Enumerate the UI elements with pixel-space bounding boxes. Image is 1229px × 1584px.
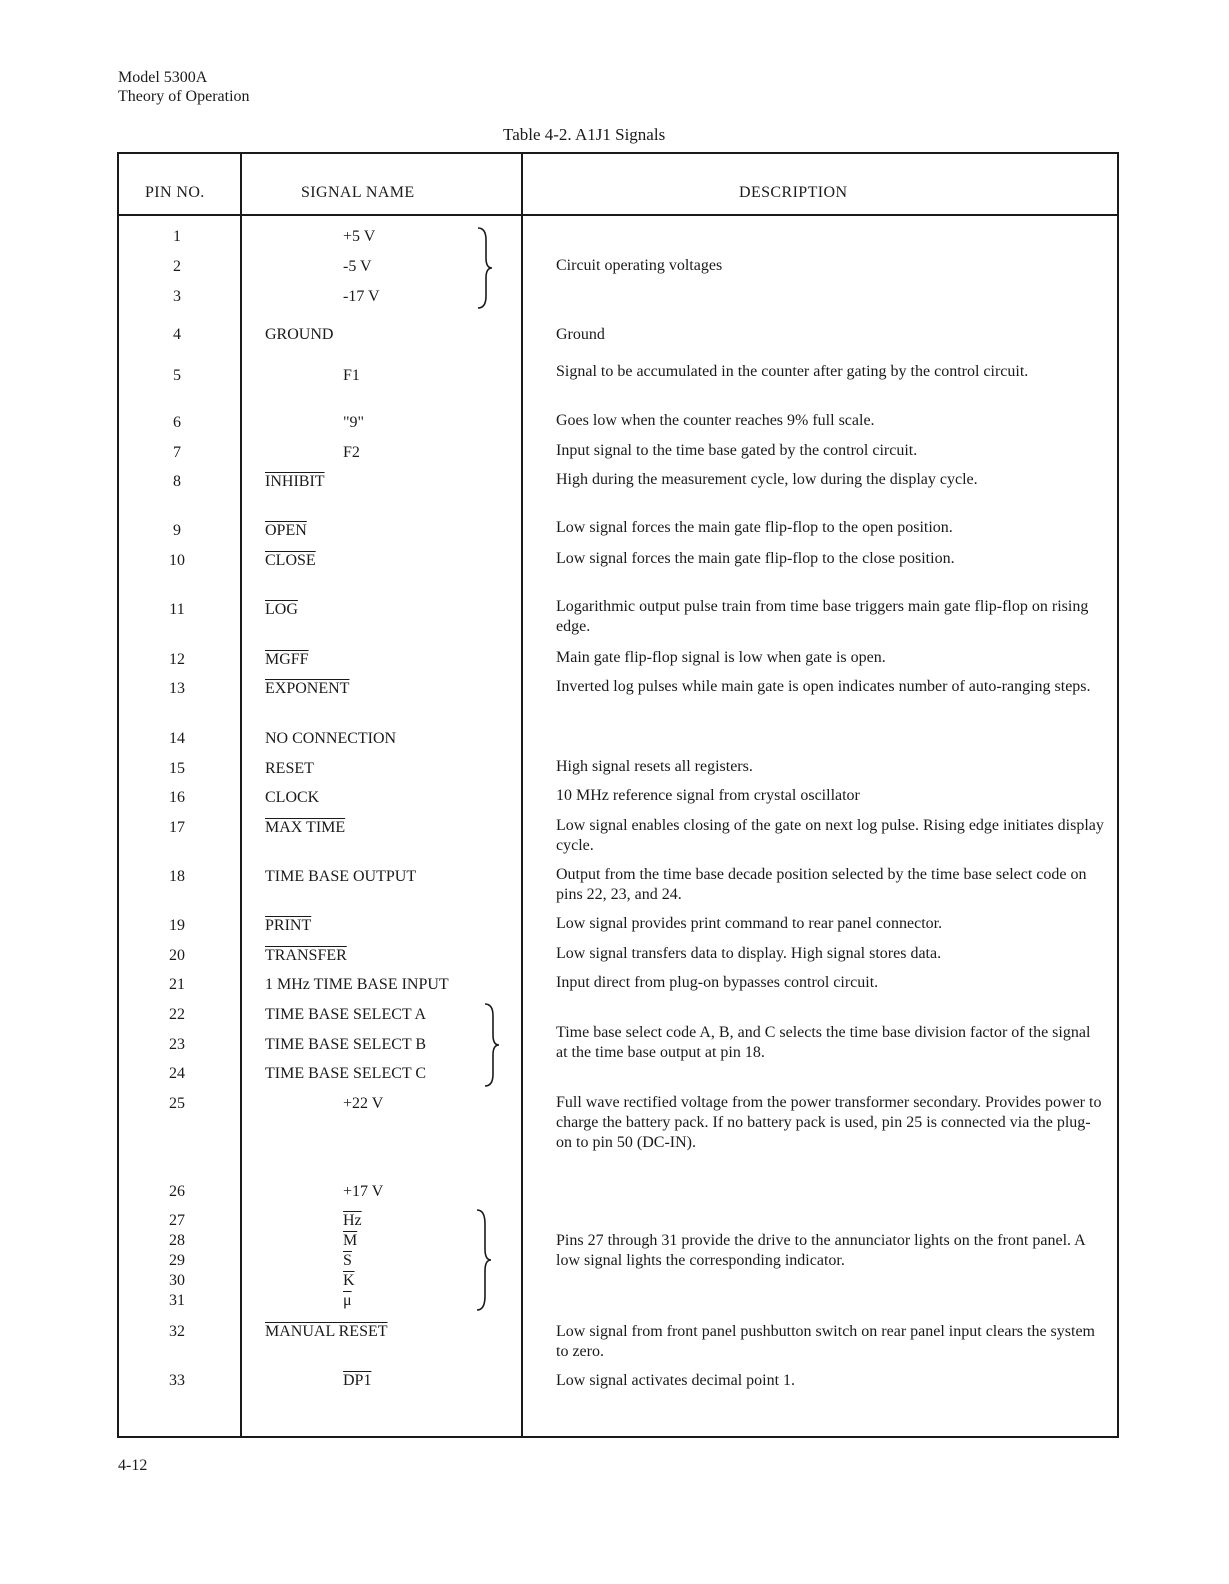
signal-name: F2 xyxy=(343,444,360,461)
signal-description: Low signal provides print command to rear panel connector. xyxy=(556,915,943,932)
column-header-signal: SIGNAL NAME xyxy=(301,184,415,201)
pin-number: 31 xyxy=(169,1292,185,1309)
signal-name: $\overline{Hz}$ xyxy=(343,1212,362,1229)
signal-description: Pins 27 through 31 provide the drive to the annunciator lights on the front panel. A low signal lights the corresponding indicator. xyxy=(556,1232,1085,1269)
table-body xyxy=(119,154,1117,1436)
pin-number: 7 xyxy=(173,444,181,461)
signal-description: Inverted log pulses while main gate is open indicates number of auto-ranging steps. xyxy=(556,678,1091,695)
signal-description: Full wave rectified voltage from the power transformer secondary. Provides power to charge the battery pack. If no battery pack is used, pin 25 is connected via the plug-on to pin 50 (DC-IN). xyxy=(556,1094,1102,1151)
signal-name: NO CONNECTION xyxy=(265,730,397,747)
pin-number: 17 xyxy=(169,819,185,836)
signal-description: Goes low when the counter reaches 9% full scale. xyxy=(556,412,875,429)
signal-name: $\overline{K}$ xyxy=(343,1272,355,1289)
pin-number: 8 xyxy=(173,473,181,490)
signal-description: Ground xyxy=(556,326,605,343)
signal-name: +22 V xyxy=(343,1095,384,1112)
signal-name: DP1 xyxy=(343,1372,372,1389)
signal-name: +5 V xyxy=(343,228,376,245)
signal-name: -17 V xyxy=(343,288,380,305)
pin-number: 20 xyxy=(169,947,185,964)
signal-name: $\overline{\mu}$ xyxy=(343,1292,352,1309)
signal-description: Low signal activates decimal point 1. xyxy=(556,1372,796,1389)
signal-description: Low signal forces the main gate flip-flop to the open position. xyxy=(556,519,953,536)
signal-name: MAX TIME xyxy=(265,819,346,836)
pin-number: 32 xyxy=(169,1323,185,1340)
signal-description: Input signal to the time base gated by the control circuit. xyxy=(556,442,918,459)
pin-number: 13 xyxy=(169,680,185,697)
signal-name: $\overline{LOG}$ xyxy=(265,601,298,618)
pin-number: 5 xyxy=(173,367,181,384)
signal-name: RESET xyxy=(265,760,314,777)
right-brace-icon xyxy=(473,1208,495,1312)
signal-name: +17 V xyxy=(343,1183,384,1200)
signal-description: Low signal from front panel pushbutton switch on rear panel input clears the system to zero. xyxy=(556,1323,1095,1360)
signal-name: -5 V xyxy=(343,258,372,275)
pin-number: 18 xyxy=(169,868,185,885)
signal-name: TIME BASE SELECT C xyxy=(265,1065,427,1082)
pin-number: 28 xyxy=(169,1232,185,1249)
header-model: Model 5300A xyxy=(118,69,208,86)
signal-name: TIME BASE OUTPUT xyxy=(265,868,417,885)
signal-name: EXPONENT xyxy=(265,680,350,697)
signal-name: "9" xyxy=(343,414,365,431)
pin-number: 3 xyxy=(173,288,181,305)
signal-description: Low signal forces the main gate flip-flop to the close position. xyxy=(556,550,955,567)
signal-name: TRANSFER xyxy=(265,947,347,964)
signal-name: $\overline{S}$ xyxy=(343,1252,352,1269)
signal-description: High signal resets all registers. xyxy=(556,758,753,775)
pin-number: 29 xyxy=(169,1252,185,1269)
pin-number: 9 xyxy=(173,522,181,539)
signal-description: Time base select code A, B, and C selects the time base division factor of the signal at the time base output at pin 18. xyxy=(556,1024,1091,1061)
signal-name: MANUAL RESET xyxy=(265,1323,388,1340)
page-number: 4-12 xyxy=(118,1457,148,1474)
right-brace-icon xyxy=(474,226,496,310)
pin-number: 10 xyxy=(169,552,185,569)
pin-number: 22 xyxy=(169,1006,185,1023)
signal-name: MGFF xyxy=(265,651,309,668)
pin-number: 19 xyxy=(169,917,185,934)
signal-name: TIME BASE SELECT A xyxy=(265,1006,427,1023)
column-header-description: DESCRIPTION xyxy=(739,184,848,201)
pin-number: 4 xyxy=(173,326,181,343)
signal-description: Input direct from plug-on bypasses control circuit. xyxy=(556,974,879,991)
pin-number: 24 xyxy=(169,1065,185,1082)
signal-name: PRINT xyxy=(265,917,312,934)
table-caption: Table 4-2. A1J1 Signals xyxy=(503,125,666,144)
column-header-pin: PIN NO. xyxy=(145,184,205,201)
header-section: Theory of Operation xyxy=(118,88,250,105)
pin-number: 6 xyxy=(173,414,181,431)
pin-number: 1 xyxy=(173,228,181,245)
pin-number: 11 xyxy=(169,601,185,618)
pin-number: 26 xyxy=(169,1183,185,1200)
signals-table xyxy=(117,152,1119,1438)
signal-name: INHIBIT xyxy=(265,473,325,490)
pin-number: 23 xyxy=(169,1036,185,1053)
signal-description: High during the measurement cycle, low during the display cycle. xyxy=(556,471,978,488)
pin-number: 30 xyxy=(169,1272,185,1289)
signal-name: F1 xyxy=(343,367,360,384)
pin-number: 16 xyxy=(169,789,185,806)
signal-name: $\overline{M}$ xyxy=(343,1232,358,1249)
signal-description: Circuit operating voltages xyxy=(556,257,723,274)
pin-number: 15 xyxy=(169,760,185,777)
signal-description: Logarithmic output pulse train from time base triggers main gate flip-flop on rising edge. xyxy=(556,598,1089,635)
signal-name: OPEN xyxy=(265,522,307,539)
signal-description: Output from the time base decade position selected by the time base select code on pins 22, 23, and 24. xyxy=(556,866,1087,903)
pin-number: 14 xyxy=(169,730,185,747)
signal-description: Low signal transfers data to display. High signal stores data. xyxy=(556,945,942,962)
signal-description: 10 MHz reference signal from crystal oscillator xyxy=(556,787,860,804)
signal-description: Signal to be accumulated in the counter after gating by the control circuit. xyxy=(556,363,1029,380)
pin-number: 25 xyxy=(169,1095,185,1112)
signal-description: Low signal enables closing of the gate on next log pulse. Rising edge initiates display cycle. xyxy=(556,817,1104,854)
signal-name: TIME BASE SELECT B xyxy=(265,1036,427,1053)
pin-number: 21 xyxy=(169,976,185,993)
pin-number: 33 xyxy=(169,1372,185,1389)
pin-number: 27 xyxy=(169,1212,185,1229)
signal-name: 1 MHz TIME BASE INPUT xyxy=(265,976,449,993)
signal-name: CLOSE xyxy=(265,552,316,569)
signal-name: CLOCK xyxy=(265,789,320,806)
signal-description: Main gate flip-flop signal is low when gate is open. xyxy=(556,649,886,666)
signal-name: GROUND xyxy=(265,326,334,343)
right-brace-icon xyxy=(481,1002,503,1088)
pin-number: 12 xyxy=(169,651,185,668)
pin-number: 2 xyxy=(173,258,181,275)
